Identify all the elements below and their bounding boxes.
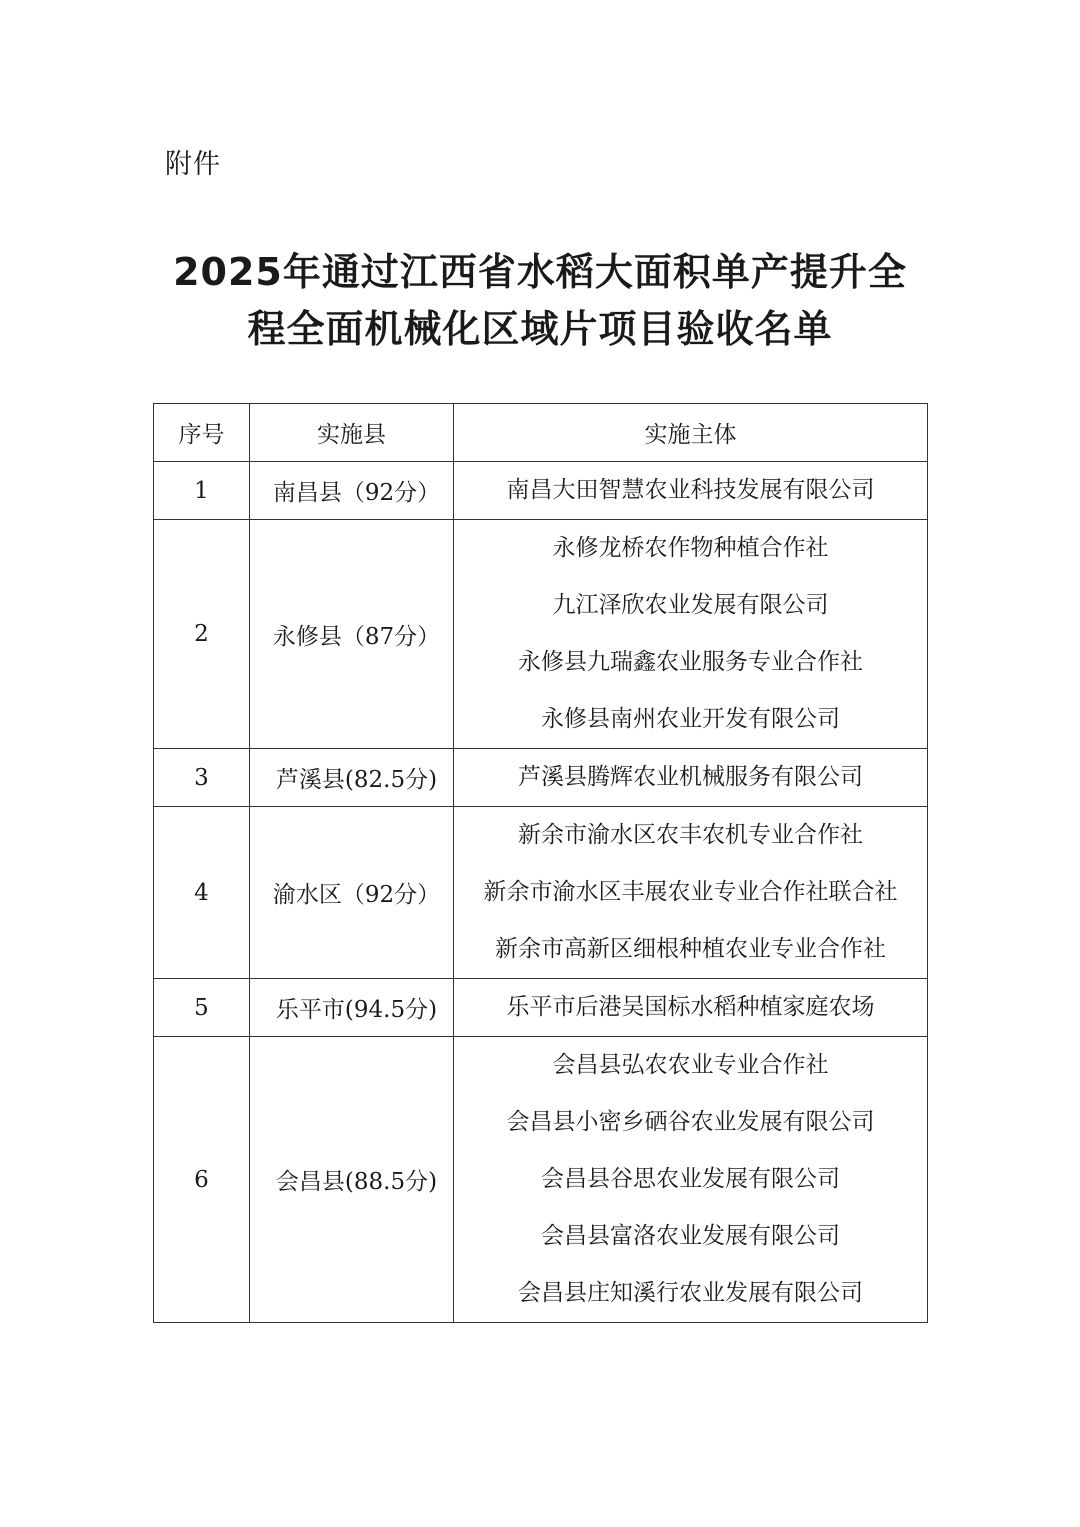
attachment-label: 附件	[165, 149, 221, 180]
table-header-row	[154, 404, 928, 462]
row-entities	[454, 807, 928, 979]
entity-name: 芦溪县腾辉农业机械服务有限公司	[518, 764, 863, 790]
document-title-line-2: 程全面机械化区域片项目验收名单	[247, 307, 833, 351]
table-row	[154, 462, 928, 520]
header-entity: 实施主体	[454, 404, 928, 462]
entity-name: 永修龙桥农作物种植合作社	[552, 535, 829, 561]
entity-name: 会昌县庄知溪行农业发展有限公司	[518, 1280, 863, 1306]
row-entities	[454, 520, 928, 749]
row-index: 3	[154, 749, 250, 807]
row-county: 永修县（87分）	[250, 520, 454, 749]
entity-name: 会昌县谷思农业发展有限公司	[541, 1166, 840, 1192]
row-index: 5	[154, 979, 250, 1037]
row-county: 渝水区（92分）	[250, 807, 454, 979]
row-index: 2	[154, 520, 250, 749]
row-county: 南昌县（92分）	[250, 462, 454, 520]
entity-name: 新余市渝水区丰展农业专业合作社联合社	[483, 879, 898, 905]
header-county: 实施县	[250, 404, 454, 462]
entity-name: 新余市高新区细根种植农业专业合作社	[495, 936, 886, 962]
entity-name: 乐平市后港吴国标水稻种植家庭农场	[506, 994, 875, 1020]
table-row	[154, 979, 928, 1037]
row-entities	[454, 749, 928, 807]
row-entities	[454, 462, 928, 520]
row-index: 6	[154, 1037, 250, 1323]
table-row	[154, 807, 928, 979]
entity-name: 会昌县富洛农业发展有限公司	[541, 1223, 840, 1249]
row-entities	[454, 1037, 928, 1323]
entity-name: 九江泽欣农业发展有限公司	[552, 592, 829, 618]
document-title-line-1: 2025年通过江西省水稻大面积单产提升全	[173, 250, 907, 294]
row-index: 1	[154, 462, 250, 520]
entity-name: 永修县南州农业开发有限公司	[541, 706, 840, 732]
header-index: 序号	[154, 404, 250, 462]
acceptance-list-table	[153, 403, 928, 1323]
entity-name: 永修县九瑞鑫农业服务专业合作社	[518, 649, 863, 675]
row-county: 芦溪县(82.5分)	[250, 749, 454, 807]
row-county: 会昌县(88.5分)	[250, 1037, 454, 1323]
row-entities	[454, 979, 928, 1037]
row-index: 4	[154, 807, 250, 979]
entity-name: 会昌县小密乡硒谷农业发展有限公司	[506, 1109, 875, 1135]
entity-name: 新余市渝水区农丰农机专业合作社	[518, 822, 863, 848]
table-row	[154, 520, 928, 749]
entity-name: 会昌县弘农农业专业合作社	[552, 1052, 829, 1078]
table-row	[154, 1037, 928, 1323]
table-row	[154, 749, 928, 807]
entity-name: 南昌大田智慧农业科技发展有限公司	[506, 477, 875, 503]
row-county: 乐平市(94.5分)	[250, 979, 454, 1037]
